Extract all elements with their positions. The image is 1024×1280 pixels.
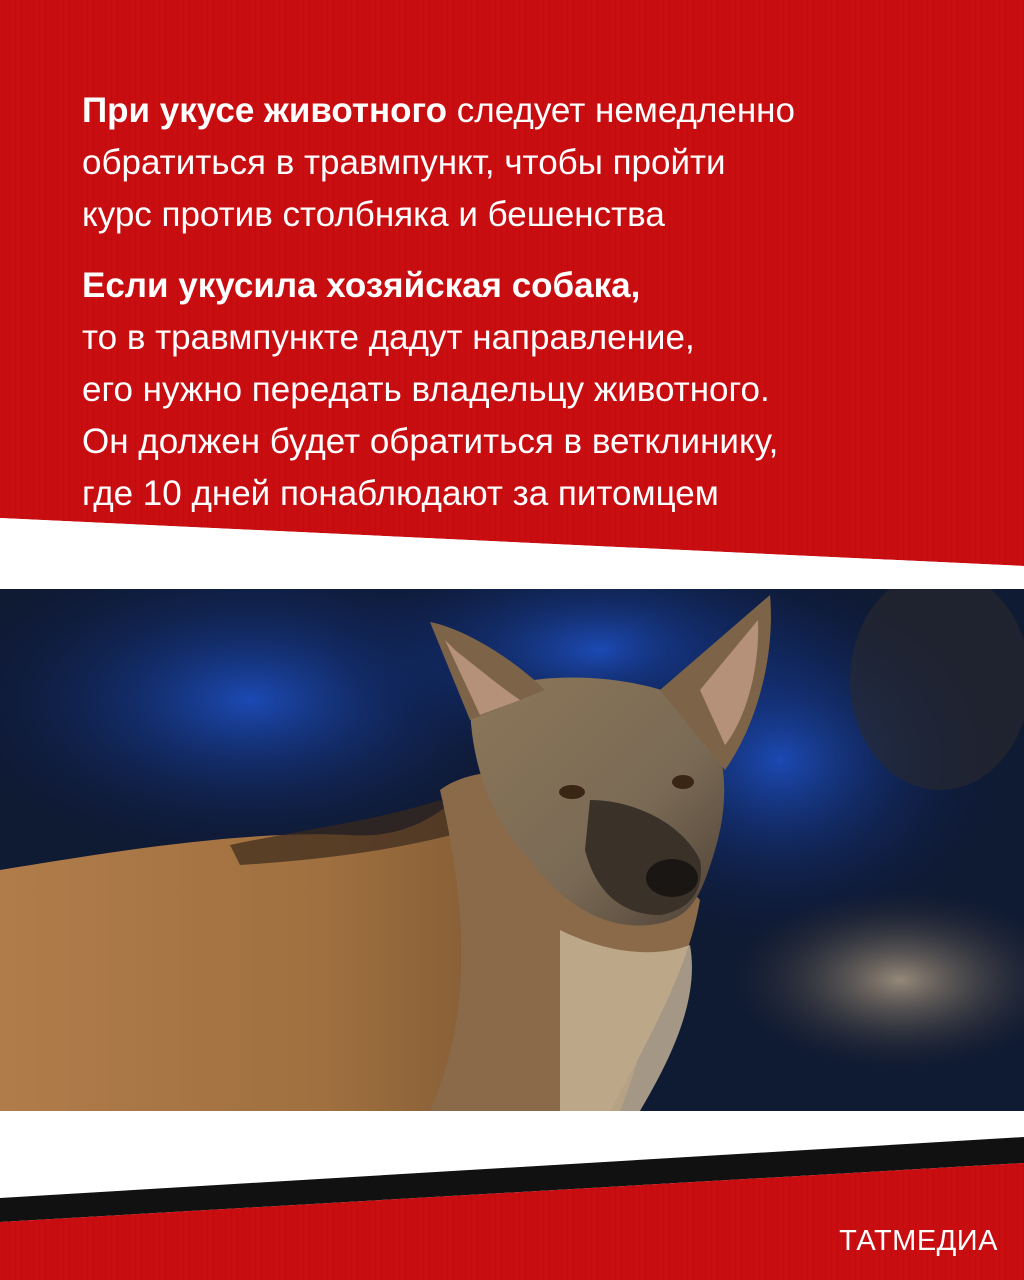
- bite-advice-line1: следует немедленно: [447, 91, 795, 130]
- owner-dog-paragraph: [82, 260, 982, 520]
- owner-dog-bold: Если укусила хозяйская собака,: [82, 266, 641, 305]
- owner-dog-line5: где 10 дней понаблюдают за питомцем: [82, 474, 719, 513]
- bite-advice-paragraph: [82, 85, 982, 241]
- owner-dog-line2: то в травмпункте дадут направление,: [82, 318, 695, 357]
- brand-logo-text: ТАТМЕДИА: [839, 1225, 998, 1257]
- owner-dog-line4: Он должен будет обратиться в ветклинику,: [82, 422, 779, 461]
- owner-dog-line3: его нужно передать владельцу животного.: [82, 370, 770, 409]
- bite-advice-line3: курс против столбняка и бешенства: [82, 195, 665, 234]
- bite-advice-line2: обратиться в травмпункт, чтобы пройти: [82, 143, 726, 182]
- bite-advice-bold: При укусе животного: [82, 91, 448, 130]
- dog-photo: [0, 530, 1024, 1111]
